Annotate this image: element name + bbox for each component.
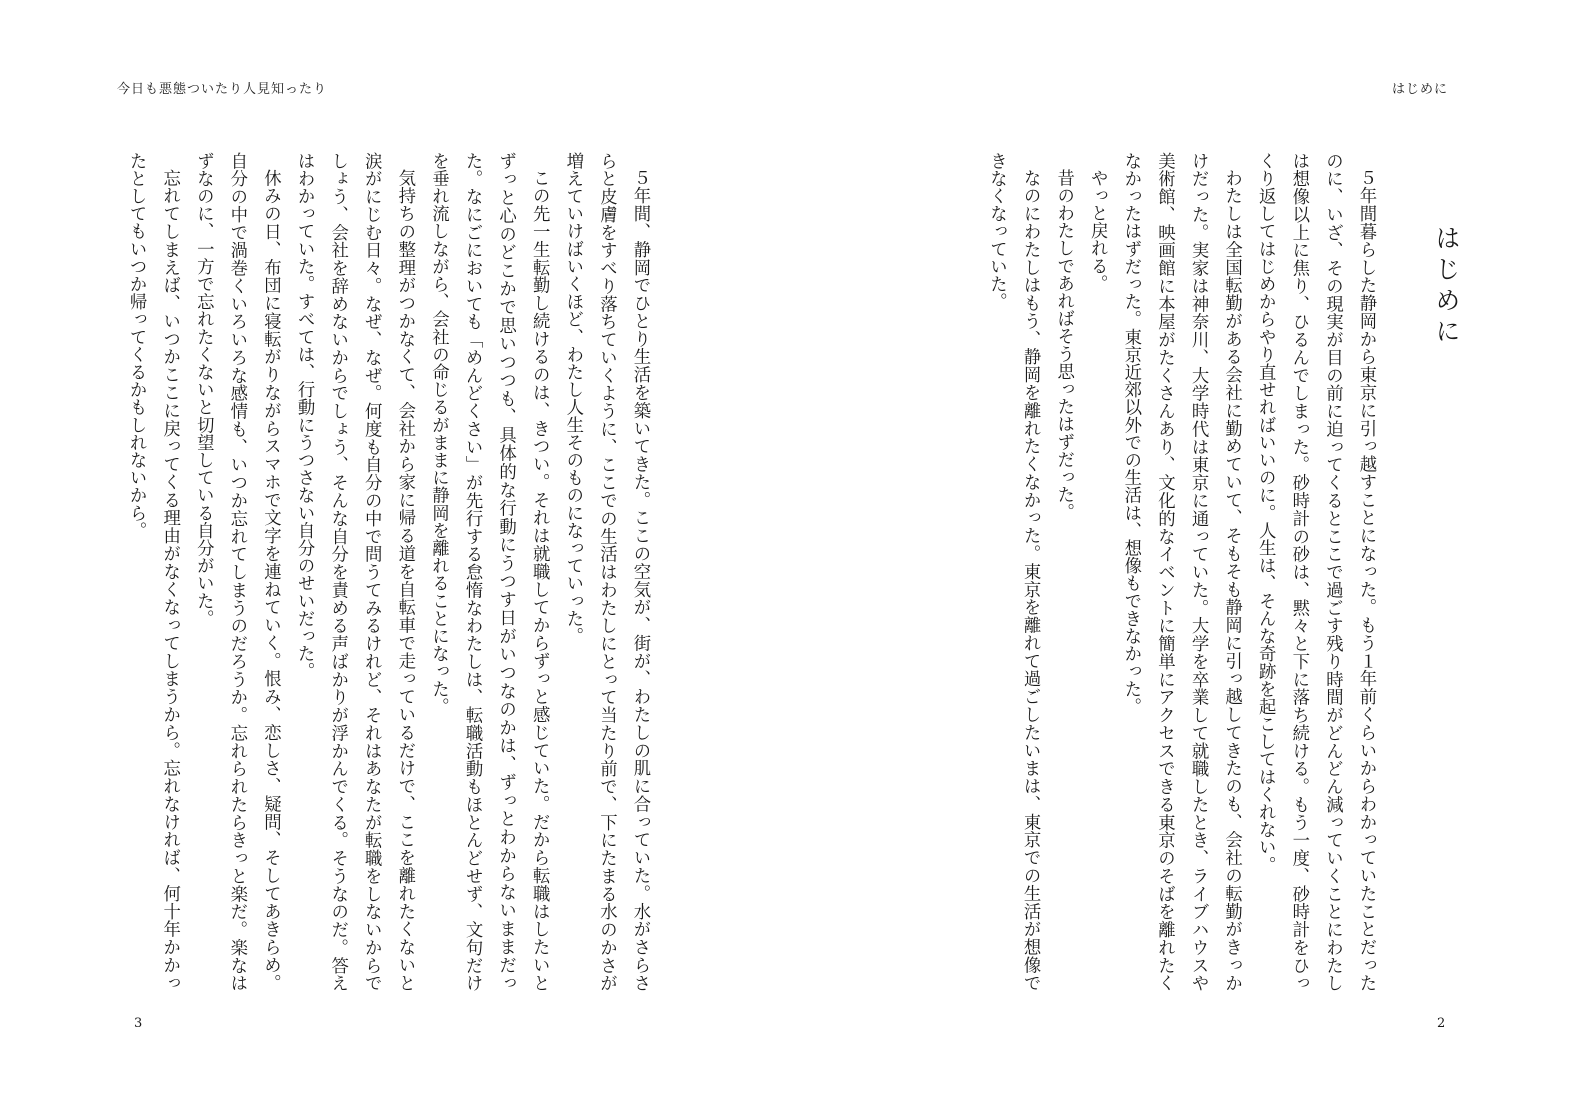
paragraph: 休みの日、布団に寝転がりながらスマホで文字を連ねていく。恨み、恋しさ、疑問、そしてあきらめ。自分の中で渦巻くいろいろな感情も、いつか忘れてしまうのだろうか。忘れられたらきっと楽だ。楽なはずなのに、一方で忘れたくないと切望している自分がいた。 <box>193 152 281 992</box>
paragraph: この先一生転勤し続けるのは、きつい。それは就職してからずっと感じていた。だから転職はしたいとずっと心のどこかで思いつつも、具体的な行動にうつす日がいつなのかは、ずっとわからないままだった。なにごにおいても「めんどくさい」が先行する怠惰なわたしは、転職活動もほとんどせず、文句だけを垂れ流しながら、会社の命じるがままに静岡を離れることになった。 <box>428 152 550 992</box>
right-page-body-text <box>922 152 1382 992</box>
chapter-title: はじめに <box>1432 225 1461 349</box>
paragraph: 気持ちの整理がつかなくて、会社から家に帰る道を自転車で走っているだけで、ここを離れたくないと涙がにじむ日々。なぜ、なぜ。何度も自分の中で問うてみるけれど、それはあなたが転職をしないからでしょう、会社を辞めないからでしょう、そんな自分を責める声ばかりが浮かんでくる。そうなのだ。答えはわかっていた。すべては、行動にうつさない自分のせいだった。 <box>294 152 415 992</box>
left-page-body-text <box>100 152 656 992</box>
paragraph: ５年間暮らした静岡から東京に引っ越すことになった。もう１年前くらいからわかっていたことだったのに、いざ、その現実が目の前に迫ってくるとここで過ごす残り時間がどんどん減っていくことにわたしは想像以上に焦り、ひるんでしまった。砂時計の砂は、黙々と下に落ち続ける。もう一度、砂時計をひっくり返してはじめからやり直せればいいのに。人生は、そんな奇跡を起こしてはくれない。 <box>1255 152 1376 992</box>
paragraph: なのにわたしはもう、静岡を離れたくなかった。東京を離れて過ごしたいまは、東京での生活が想像できなくなっていた。 <box>986 152 1041 992</box>
running-head-book-title: 今日も悪態ついたり人見知ったり <box>117 82 328 97</box>
page-number: 3 <box>134 1016 143 1031</box>
paragraph: やっと戻れる。 <box>1087 169 1108 293</box>
running-head-chapter: はじめに <box>1392 82 1449 97</box>
page-number: 2 <box>1437 1016 1446 1031</box>
left-page <box>0 0 790 1110</box>
paragraph: 昔のわたしであればそう思ったはずだった。 <box>1053 169 1074 522</box>
right-page <box>790 0 1583 1110</box>
paragraph: 忘れてしまえば、いつかここに戻ってくる理由がなくなってしまうから。忘れなければ、何十年かかったとしてもいつか帰ってくるかもしれないから。 <box>126 152 180 992</box>
paragraph: ５年間、静岡でひとり生活を築いてきた。ここの空気が、街が、わたしの肌に合っていた。水がさらさらと皮膚をすべり落ちていくように、ここでの生活はわたしにとって当たり前で、下にたまる水のかさが増えていけばいくほど、わたし人生そのものになっていった。 <box>562 152 650 992</box>
paragraph: わたしは全国転勤がある会社に勤めていて、そもそも静岡に引っ越してきたのも、会社の転勤がきっかけだった。実家は神奈川、大学時代は東京に通っていた。大学を卒業して就職したとき、ライブハウスや美術館、映画館に本屋がたくさんあり、文化的なイベントに簡単にアクセスできる東京のそばを離れたくなかったはずだった。東京近郊以外での生活は、想像もできなかった。 <box>1120 152 1242 992</box>
